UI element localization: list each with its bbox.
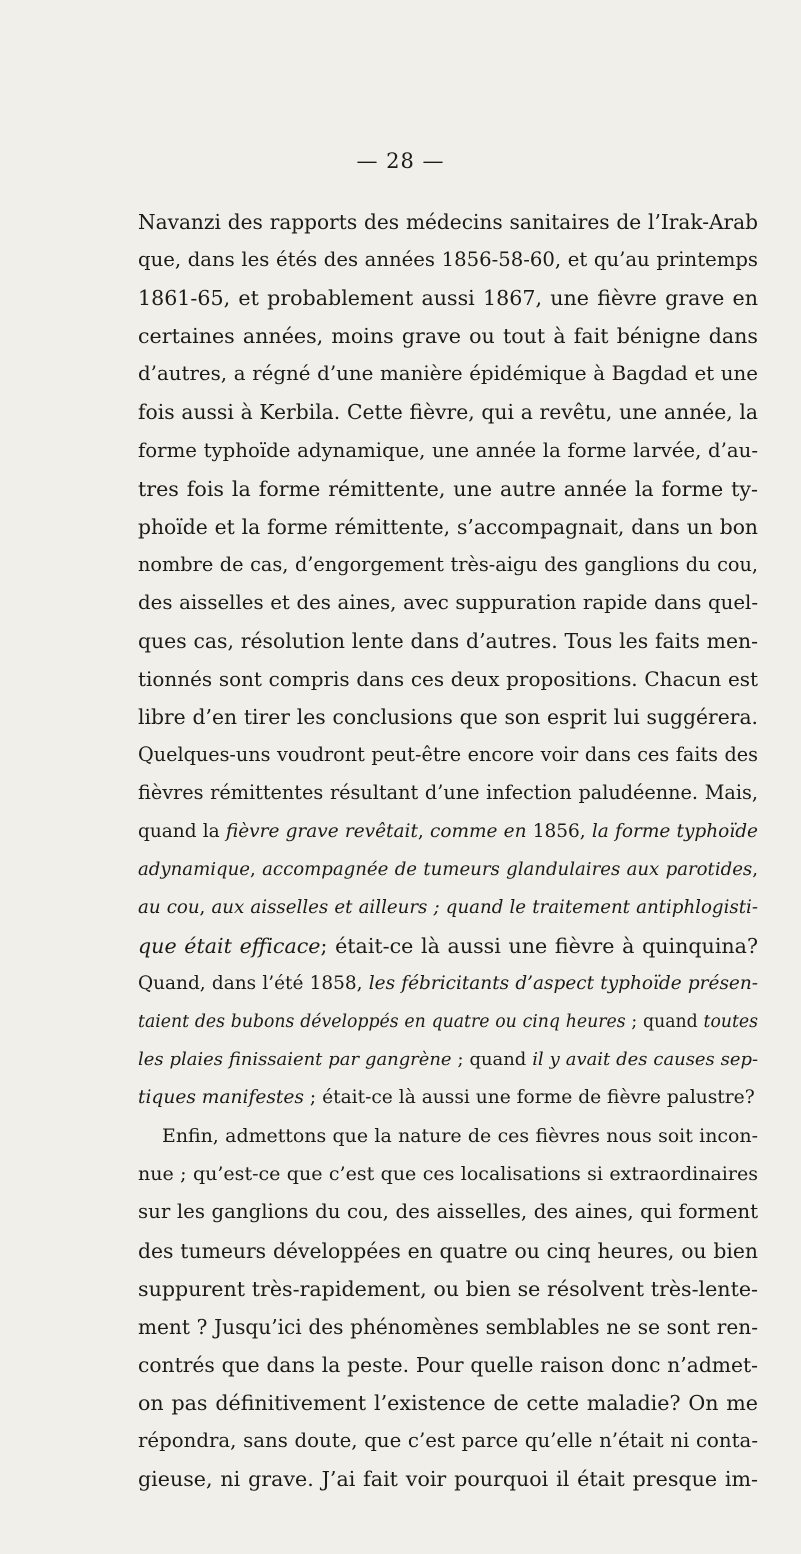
text-span: , <box>199 896 212 918</box>
italic-span: adynamique <box>138 858 251 880</box>
text-span: Quelques-uns voudront peut-être encore voir dans ces faits des <box>138 743 758 767</box>
text-span: 1861-65, et probablement aussi 1867, une fièvre grave en <box>138 286 758 311</box>
text-span: 1856, <box>526 820 592 842</box>
text-line <box>138 965 758 1003</box>
text-span: suppurent très-rapidement, ou bien se résolvent très-lente- <box>138 1276 758 1301</box>
text-span: on pas définitivement l’existence de cette maladie? On me <box>138 1390 758 1415</box>
text-span: contrés que dans la peste. Pour quelle raison donc n’admet- <box>138 1352 758 1377</box>
text-span: , <box>752 858 758 880</box>
text-span: certaines années, moins grave ou tout à fait bénigne dans <box>138 324 758 349</box>
italic-span: tiques manifestes <box>138 1087 304 1109</box>
italic-span: les plaies finissaient par gangrène <box>138 1049 452 1071</box>
text-span: Navanzi des rapports des médecins sanitaires de l’Irak-Arab <box>138 210 758 234</box>
text-line <box>138 393 758 431</box>
text-line <box>138 1460 758 1498</box>
text-span: ; quand <box>625 1011 704 1032</box>
text-span: quand la <box>138 820 226 842</box>
text-line <box>138 584 758 622</box>
text-span: ; quand <box>451 1049 533 1071</box>
text-span: phoïde et la forme rémittente, s’accompagnait, dans un bon <box>138 514 758 539</box>
italic-span: taient des bubons développés en quatre ou cinq heures <box>138 1011 626 1032</box>
text-line <box>138 774 758 812</box>
text-span: , <box>417 820 430 842</box>
italic-span: fièvre grave revêtait <box>225 820 418 842</box>
text-line <box>138 1117 758 1155</box>
text-line <box>138 698 758 736</box>
text-line <box>138 1232 758 1270</box>
text-line <box>138 736 758 774</box>
text-line <box>138 1422 758 1460</box>
text-line <box>138 241 758 279</box>
text-span: , <box>250 858 263 880</box>
text-span: libre d’en tirer les conclusions que son esprit lui suggérera. <box>138 705 758 730</box>
text-span: ques cas, résolution lente dans d’autres. Tous les faits men- <box>138 629 758 654</box>
text-line <box>138 1384 758 1422</box>
text-line <box>138 470 758 508</box>
text-span: ; était-ce là aussi une forme de fièvre palustre? <box>303 1087 755 1109</box>
text-line <box>138 1155 758 1193</box>
italic-span: les fébricitants d’aspect typhoïde présen- <box>368 972 758 994</box>
text-line <box>138 1003 758 1041</box>
italic-span: aux aisselles et ailleurs ; quand le traitement antiphlogisti- <box>211 896 758 918</box>
text-span: des tumeurs développées en quatre ou cinq heures, ou bien <box>138 1238 758 1263</box>
text-span: que, dans les étés des années 1856-58-60, et qu’au printemps <box>138 248 758 272</box>
text-span: ment ? Jusqu’ici des phénomènes semblables ne se sont ren- <box>138 1314 758 1339</box>
italic-span: que était efficace <box>138 933 321 958</box>
text-line <box>138 355 758 393</box>
body-text <box>138 203 758 1498</box>
text-line <box>138 203 758 241</box>
text-line <box>138 1041 758 1079</box>
text-span: tres fois la forme rémittente, une autre année la forme ty- <box>138 476 758 501</box>
text-span: d’autres, a régné d’une manière épidémique à Bagdad et une <box>138 362 758 386</box>
text-line <box>138 546 758 584</box>
text-line <box>138 317 758 355</box>
text-span: fois aussi à Kerbila. Cette fièvre, qui a revêtu, une année, la <box>138 400 758 425</box>
italic-span: la forme typhoïde <box>591 820 758 842</box>
text-line <box>138 279 758 317</box>
text-line <box>138 660 758 698</box>
text-line <box>138 851 758 889</box>
text-span: sur les ganglions du cou, des aisselles, des aines, qui forment <box>138 1200 758 1224</box>
text-span: gieuse, ni grave. J’ai fait voir pourquoi il était presque im- <box>138 1467 758 1492</box>
text-span: tionnés sont compris dans ces deux propositions. Chacun est <box>138 667 758 692</box>
italic-span: toutes <box>703 1011 759 1032</box>
text-line <box>138 1346 758 1384</box>
text-span: Quand, dans l’été 1858, <box>138 972 369 994</box>
text-span: répondra, sans doute, que c’est parce qu’elle n’était ni conta- <box>138 1429 758 1452</box>
text-line <box>138 889 758 927</box>
text-line <box>138 432 758 470</box>
text-line <box>138 927 758 965</box>
text-line <box>138 1308 758 1346</box>
italic-span: au cou <box>138 896 200 918</box>
page-number: — 28 — <box>356 149 445 173</box>
text-span: nombre de cas, d’engorgement très-aigu des ganglions du cou, <box>138 552 758 576</box>
italic-span: il y avait des causes sep- <box>532 1049 759 1071</box>
text-span: des aisselles et des aines, avec suppuration rapide dans quel- <box>138 590 758 614</box>
italic-span: accompagnée de tumeurs glandulaires aux parotides <box>262 858 753 880</box>
italic-span: comme en <box>429 820 527 842</box>
text-line <box>138 1270 758 1308</box>
text-span: fièvres rémittentes résultant d’une infection paludéenne. Mais, <box>138 781 758 805</box>
text-line <box>138 1079 758 1117</box>
text-span: forme typhoïde adynamique, une année la forme larvée, d’au- <box>138 438 758 462</box>
text-line <box>138 508 758 546</box>
text-line <box>138 622 758 660</box>
text-span: Enfin, admettons que la nature de ces fièvres nous soit incon- <box>162 1125 758 1148</box>
text-line <box>138 813 758 851</box>
text-span: ; était-ce là aussi une fièvre à quinquina? <box>320 933 758 958</box>
text-line <box>138 1193 758 1231</box>
text-span: nue ; qu’est-ce que c’est que ces localisations si extraordinaires <box>138 1163 758 1186</box>
